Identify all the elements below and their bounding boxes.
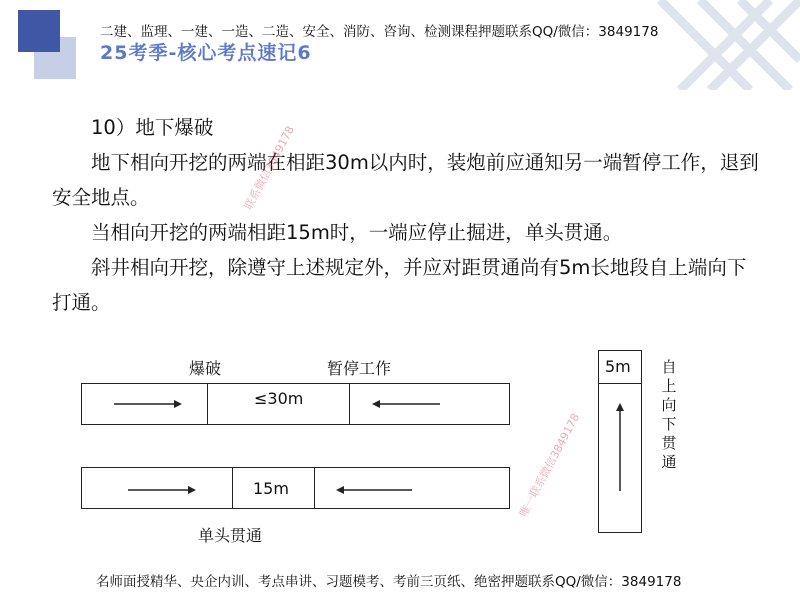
arrow-up-icon <box>612 401 628 493</box>
shaft-label-char: 自 <box>661 358 677 376</box>
paragraph-1: 地下相向开挖的两端在相距30m以内时，装炮前应通知另一端暂停工作，退到安全地点。 <box>52 151 759 209</box>
watermark: 唯一联系微信3849178 <box>516 411 583 520</box>
tunnel-diagram-15m <box>81 467 510 509</box>
tunnel-face-left <box>232 468 233 508</box>
shaft-label-char: 上 <box>661 377 677 395</box>
decor-corner-lines <box>640 0 800 90</box>
tunnel-face-right <box>314 468 315 508</box>
decor-square-dark <box>18 10 60 52</box>
shaft-label-char: 贯 <box>661 434 677 452</box>
arrow-left-icon <box>334 482 414 498</box>
tunnel-diagram-30m <box>81 383 510 425</box>
shaft-label-char: 通 <box>661 453 677 471</box>
tunnel-face-right <box>349 384 350 424</box>
distance-30m: ≤30m <box>254 389 304 408</box>
label-blast: 爆破 <box>189 359 222 378</box>
section-heading: 10）地下爆破 <box>91 116 214 139</box>
watermark: 联系微信3849178 <box>241 123 297 213</box>
arrow-right-icon <box>126 482 198 498</box>
arrow-right-icon <box>112 396 184 412</box>
label-single-breakthrough: 单头贯通 <box>198 526 263 545</box>
paragraph-2: 当相向开挖的两端相距15m时，一端应停止掘进，单头贯通。 <box>91 221 623 244</box>
shaft-distance-5m: 5m <box>605 357 631 376</box>
shaft-label-vertical <box>660 358 678 472</box>
header-contact-info: 二建、监理、一建、一造、二造、安全、消防、咨询、检测课程押题联系QQ/微信：3849178 <box>100 24 659 40</box>
slide-title: 25考季-核心考点速记6 <box>100 42 312 64</box>
distance-15m: 15m <box>253 479 289 498</box>
tunnel-face-left <box>207 384 208 424</box>
shaft-label-char: 下 <box>661 415 677 433</box>
footer-contact-info: 名师面授精华、央企内训、考点串讲、习题模考、考前三页纸、绝密押题联系QQ/微信：3849178 <box>96 574 682 590</box>
shaft-label-char: 向 <box>661 396 677 414</box>
arrow-left-icon <box>370 396 442 412</box>
shaft-face <box>599 383 641 384</box>
label-pause-work: 暂停工作 <box>327 359 392 378</box>
main-content <box>52 110 762 320</box>
paragraph-3: 斜井相向开挖，除遵守上述规定外，并应对距贯通尚有5m长地段自上端向下打通。 <box>52 256 747 314</box>
inclined-shaft-diagram <box>598 350 642 533</box>
